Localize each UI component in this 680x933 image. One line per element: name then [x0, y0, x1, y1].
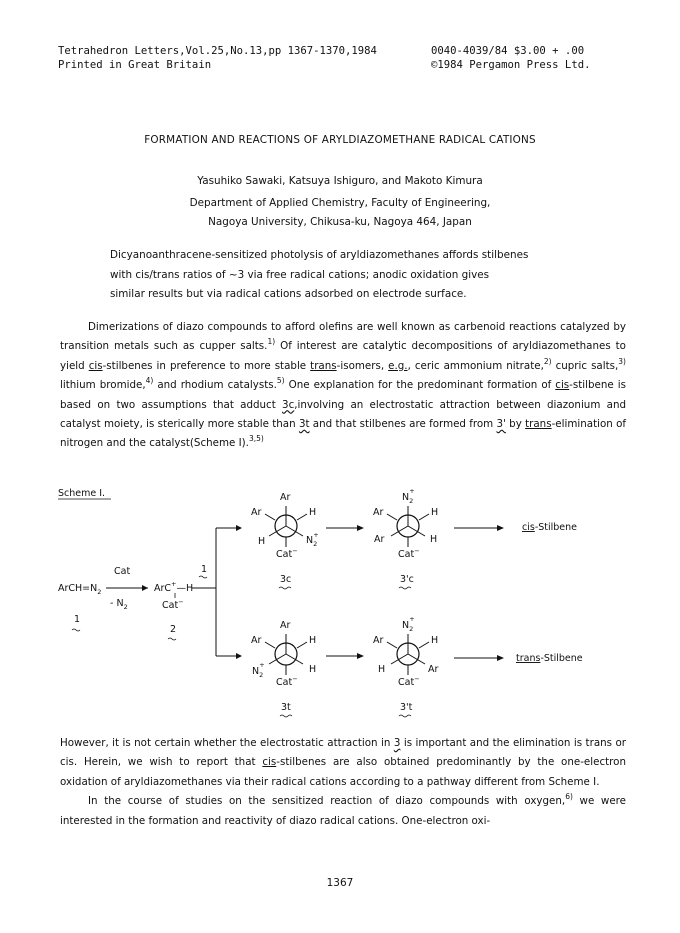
text-run: lithium bromide, — [60, 379, 146, 392]
reaction-scheme — [56, 484, 636, 729]
abstract-line: similar results but via radical cations adsorbed on electrode surface. — [110, 288, 467, 300]
svg-text:Ar: Ar — [280, 492, 291, 503]
text-run: One explanation for the predominant formation of — [284, 379, 556, 392]
text-run: and that stilbenes are formed from — [309, 418, 497, 431]
reference-marker: 5) — [276, 376, 285, 386]
carbocation-intermediate: ArC+—H — [154, 580, 194, 594]
compound-2-number: 2 — [170, 624, 177, 635]
newman-projection-3prime-t — [373, 615, 438, 717]
svg-text:Ar: Ar — [280, 620, 291, 631]
reference-marker: 1) — [267, 337, 276, 347]
text-run: Of interest are catalytic decompositions of aryldiazomethanes to yield — [60, 340, 626, 372]
product-cis-stilbene: cis-Stilbene — [522, 522, 578, 533]
compound-number: 3c — [282, 398, 295, 411]
journal-citation: Tetrahedron Letters,Vol.25,No.13,pp 1367-1370,1984 — [58, 45, 377, 57]
paragraph-however — [60, 734, 626, 831]
newman-projection-3prime-c — [373, 487, 438, 589]
svg-text:N2+: $N_2+$ — [252, 661, 265, 679]
text-run: cupric salts, — [551, 359, 619, 372]
copyright: ©1984 Pergamon Press Ltd. — [431, 59, 591, 71]
svg-text:N2+: $N_2+$ — [402, 487, 415, 505]
svg-text:H: H — [258, 536, 266, 547]
page-number: 1367 — [326, 877, 354, 889]
svg-text:N2+: $N_2+$ — [306, 531, 319, 548]
text-run: -isomers, — [336, 359, 389, 372]
product-trans-stilbene: trans-Stilbene — [516, 653, 583, 664]
svg-text:Ar: Ar — [251, 507, 262, 518]
svg-text:Ar: Ar — [251, 635, 262, 646]
svg-text:H: H — [309, 635, 317, 646]
paragraph-intro — [60, 318, 626, 454]
italic-term: cis — [555, 379, 570, 392]
text-run: -stilbenes in preference to more stable — [102, 359, 311, 372]
italic-term: trans — [310, 359, 337, 372]
text-run: Dimerizations of diazo compounds to afford olefins are well known as carbenoid reactions catalyzed by transition metals such as cupper salts. — [60, 321, 626, 353]
compound-number: 3t — [298, 418, 310, 431]
text-run: we were interested in the formation and reactivity of diazo radical cations. One-electron oxi- — [60, 795, 627, 827]
compound-1-label: 1 — [201, 564, 208, 575]
compound-3c-number: 3c — [280, 574, 292, 585]
newman-projection-3c — [251, 492, 319, 589]
compound-number: 3' — [496, 418, 506, 431]
text-run: ,involving an electrostatic attraction between diazonium and catalyst moiety, is sterically more stable than — [60, 398, 627, 431]
abstract-line: with cis/trans ratios of ~3 via free radical cations; anodic oxidation gives — [110, 268, 490, 281]
svg-text:H: H — [309, 664, 317, 675]
italic-term: cis — [262, 756, 277, 769]
reference-marker: 4) — [145, 376, 154, 386]
compound-1-number: 1 — [74, 614, 81, 625]
text-run: -stilbenes are also obtained predominantly by the one-electron oxidation of aryldiazomethanes via their radical cations according to a pathway different from Scheme I. — [60, 756, 626, 788]
price-code: 0040-4039/84 $3.00 + .00 — [431, 45, 585, 57]
svg-text:Cat−: Cat− — [398, 675, 420, 688]
svg-text:Ar: Ar — [373, 507, 384, 518]
text-run: and rhodium catalysts. — [153, 379, 277, 392]
text-run: -elimination of nitrogen and the catalyst(Scheme I). — [60, 418, 627, 450]
compound-3prime-c-number: 3'c — [400, 574, 414, 585]
affiliation-line-2: Nagoya University, Chikusa-ku, Nagoya 464, Japan — [208, 216, 472, 228]
article-title: FORMATION AND REACTIONS OF ARYLDIAZOMETHANE RADICAL CATIONS — [144, 134, 536, 146]
reference-marker: 6) — [565, 792, 573, 802]
svg-text:H: H — [430, 534, 438, 545]
svg-text:Cat−: Cat− — [276, 547, 298, 560]
svg-text:Ar: Ar — [428, 664, 439, 675]
minus-n2: - $N_2$ — [110, 598, 128, 611]
starting-diazo: $ArCH=N_2$ — [58, 583, 102, 596]
text-run: In the course of studies on the sensitized reaction of diazo compounds with oxygen, — [88, 795, 566, 808]
abstract — [110, 246, 590, 305]
compound-number: 3 — [393, 737, 401, 749]
text-run: However, it is not certain whether the electrostatic attraction in — [60, 737, 394, 749]
italic-term: cis — [88, 359, 103, 372]
reference-marker: 3) — [618, 356, 626, 366]
italic-term: e.g. — [388, 359, 408, 372]
affiliation-line-1: Department of Applied Chemistry, Faculty of Engineering, — [189, 197, 491, 209]
printed-in: Printed in Great Britain — [58, 59, 212, 71]
svg-text:Cat−: Cat− — [398, 547, 420, 560]
catalyst-label: Cat — [114, 566, 131, 577]
intermediate-catalyst: Cat− — [162, 598, 184, 611]
author-list: Yasuhiko Sawaki, Katsuya Ishiguro, and Makoto Kimura — [197, 175, 483, 187]
italic-term: trans — [525, 418, 552, 431]
svg-text:Ar: Ar — [374, 534, 385, 545]
text-run: by — [505, 418, 526, 431]
svg-text:H: H — [309, 507, 317, 518]
svg-text:Ar: Ar — [373, 635, 384, 646]
svg-text:N2+: $N_2+$ — [402, 615, 415, 633]
svg-text:H: H — [431, 507, 439, 518]
svg-text:H: H — [378, 664, 386, 675]
reference-marker: 3,5) — [248, 434, 264, 444]
compound-3t-number: 3t — [281, 702, 291, 713]
text-run: -stilbene is based on two assumptions that adduct — [60, 379, 626, 411]
scheme-label: Scheme I. — [58, 488, 106, 499]
newman-projection-3t — [251, 620, 316, 717]
reference-marker: 2) — [543, 356, 552, 366]
text-run: , ceric ammonium nitrate, — [407, 359, 544, 372]
text-run: is important and the elimination is trans or cis. Herein, we wish to report that — [60, 737, 626, 769]
compound-3prime-t-number: 3't — [400, 702, 413, 713]
svg-text:Cat−: Cat− — [276, 675, 298, 688]
svg-text:H: H — [431, 635, 439, 646]
abstract-line: Dicyanoanthracene-sensitized photolysis of aryldiazomethanes affords stilbenes — [110, 249, 529, 261]
